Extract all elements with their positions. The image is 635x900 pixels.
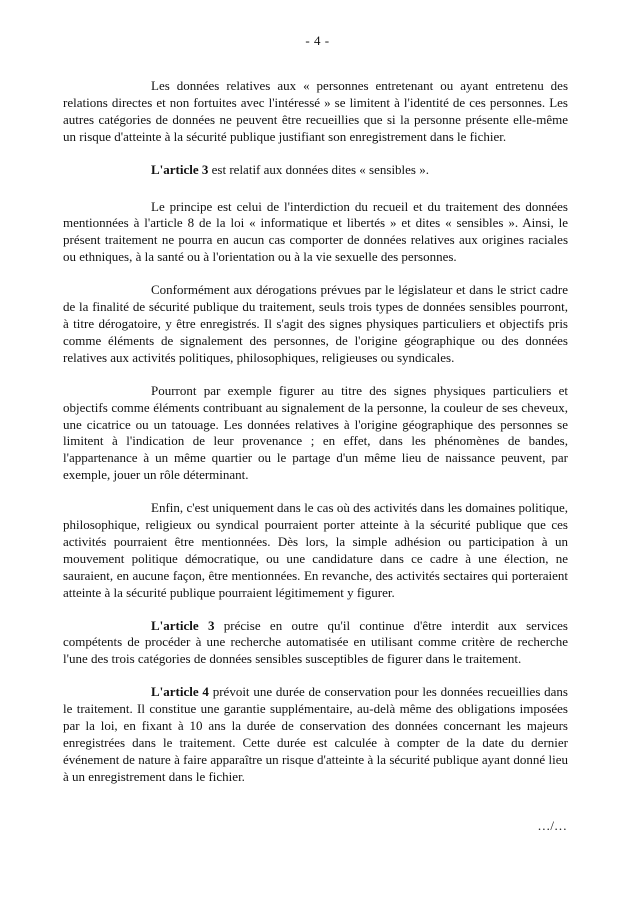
paragraph-physical-signs [63,383,568,484]
paragraph-text: précise en outre qu'il continue d'être interdit aux services compétents de procéder à une recherche automatisée en utilisant comme critère de recherche l'une des trois catégories de données sensibles susceptibles de figurer dans le traitement. [63,617,568,667]
paragraph-principle [63,199,568,267]
paragraph-text: Le principe est celui de l'interdiction du recueil et du traitement des données mentionnées à l'article 8 de la loi « informatique et libertés » et dites « sensibles ». Ainsi, le présent traitement ne pourra en aucun cas comporter de données relatives aux origines raciales ou ethniques, à la santé ou à l'orientation ou à la vie sexuelle des personnes. [63,198,568,265]
paragraph-text: Les données relatives aux « personnes entretenant ou ayant entretenu des relations directes et non fortuites avec l'intéressé » se limitent à l'identité de ces personnes. Les autres catégories de données ne peuvent être recueillies que si la personne présente elle-même un risque d'atteinte à la sécurité publique justifiant son enregistrement dans le fichier. [63,78,568,144]
document-body [63,78,568,802]
continuation-mark: …/… [537,818,567,833]
paragraph-derogations [63,282,568,367]
paragraph-related-persons [63,78,568,146]
paragraph-article-4 [63,684,568,785]
page-number: - 4 - [305,33,330,48]
paragraph-text: Pourront par exemple figurer au titre des signes physiques particuliers et objectifs comme éléments contribuant au signalement de la personne, la couleur de ses cheveux, une cicatrice ou un tatouage. Les données relatives à l'origine géographique des personnes se limitent à l'indication de leur provenance ; en effet, dans les phénomènes de bandes, l'appartenance à un même quartier ou le partage d'un même lieu de naissance peuvent, par exemple, jouer un rôle déterminant. [63,382,568,483]
paragraph-text: Enfin, c'est uniquement dans le cas où des activités dans les domaines politique, philosophique, religieux ou syndical pourraient porter atteinte à la sécurité publique que ces activités pourraient être mentionnées. Dès lors, la simple adhésion ou participation à un mouvement politique démocratique, ou une candidature dans ce cadre à une élection, ne sauraient, en aucune façon, être mentionnées. En revanche, des activités sectaires qui porteraient atteinte à la sécurité publique pourraient légitimement y figurer. [63,500,568,600]
paragraph-text: prévoit une durée de conservation pour les données recueillies dans le traitement. Il constitue une garantie supplémentaire, au-delà même des obligations imposées par la loi, en fixant à 10 ans la durée de conservation des données concernant les majeurs enregistrées dans le traitement. Cette durée est calculée à compter de la date du dernier événement de nature à faire apparaître un risque d'atteinte à la sécurité publique ayant donné lieu à un enregistrement dans le fichier. [63,684,568,784]
article-reference: L'article 3 [151,161,209,177]
article-reference: L'article 4 [151,684,209,700]
paragraph-text: Conformément aux dérogations prévues par le législateur et dans le strict cadre de la finalité de sécurité publique du traitement, seuls trois types de données sensibles pourront, à titre dérogatoire, y être enregistrés. Il s'agit des signes physiques particuliers et objectifs pris comme éléments de signalement des personnes, de l'origine géographique ou des données relatives aux activités politiques, philosophiques, religieuses ou syndicales. [63,282,568,365]
paragraph-article-3-search [63,618,568,669]
paragraph-text: est relatif aux données dites « sensibles ». [208,161,429,177]
paragraph-activities [63,500,568,601]
article-reference: L'article 3 [151,617,215,633]
paragraph-article-3-intro [63,162,568,179]
